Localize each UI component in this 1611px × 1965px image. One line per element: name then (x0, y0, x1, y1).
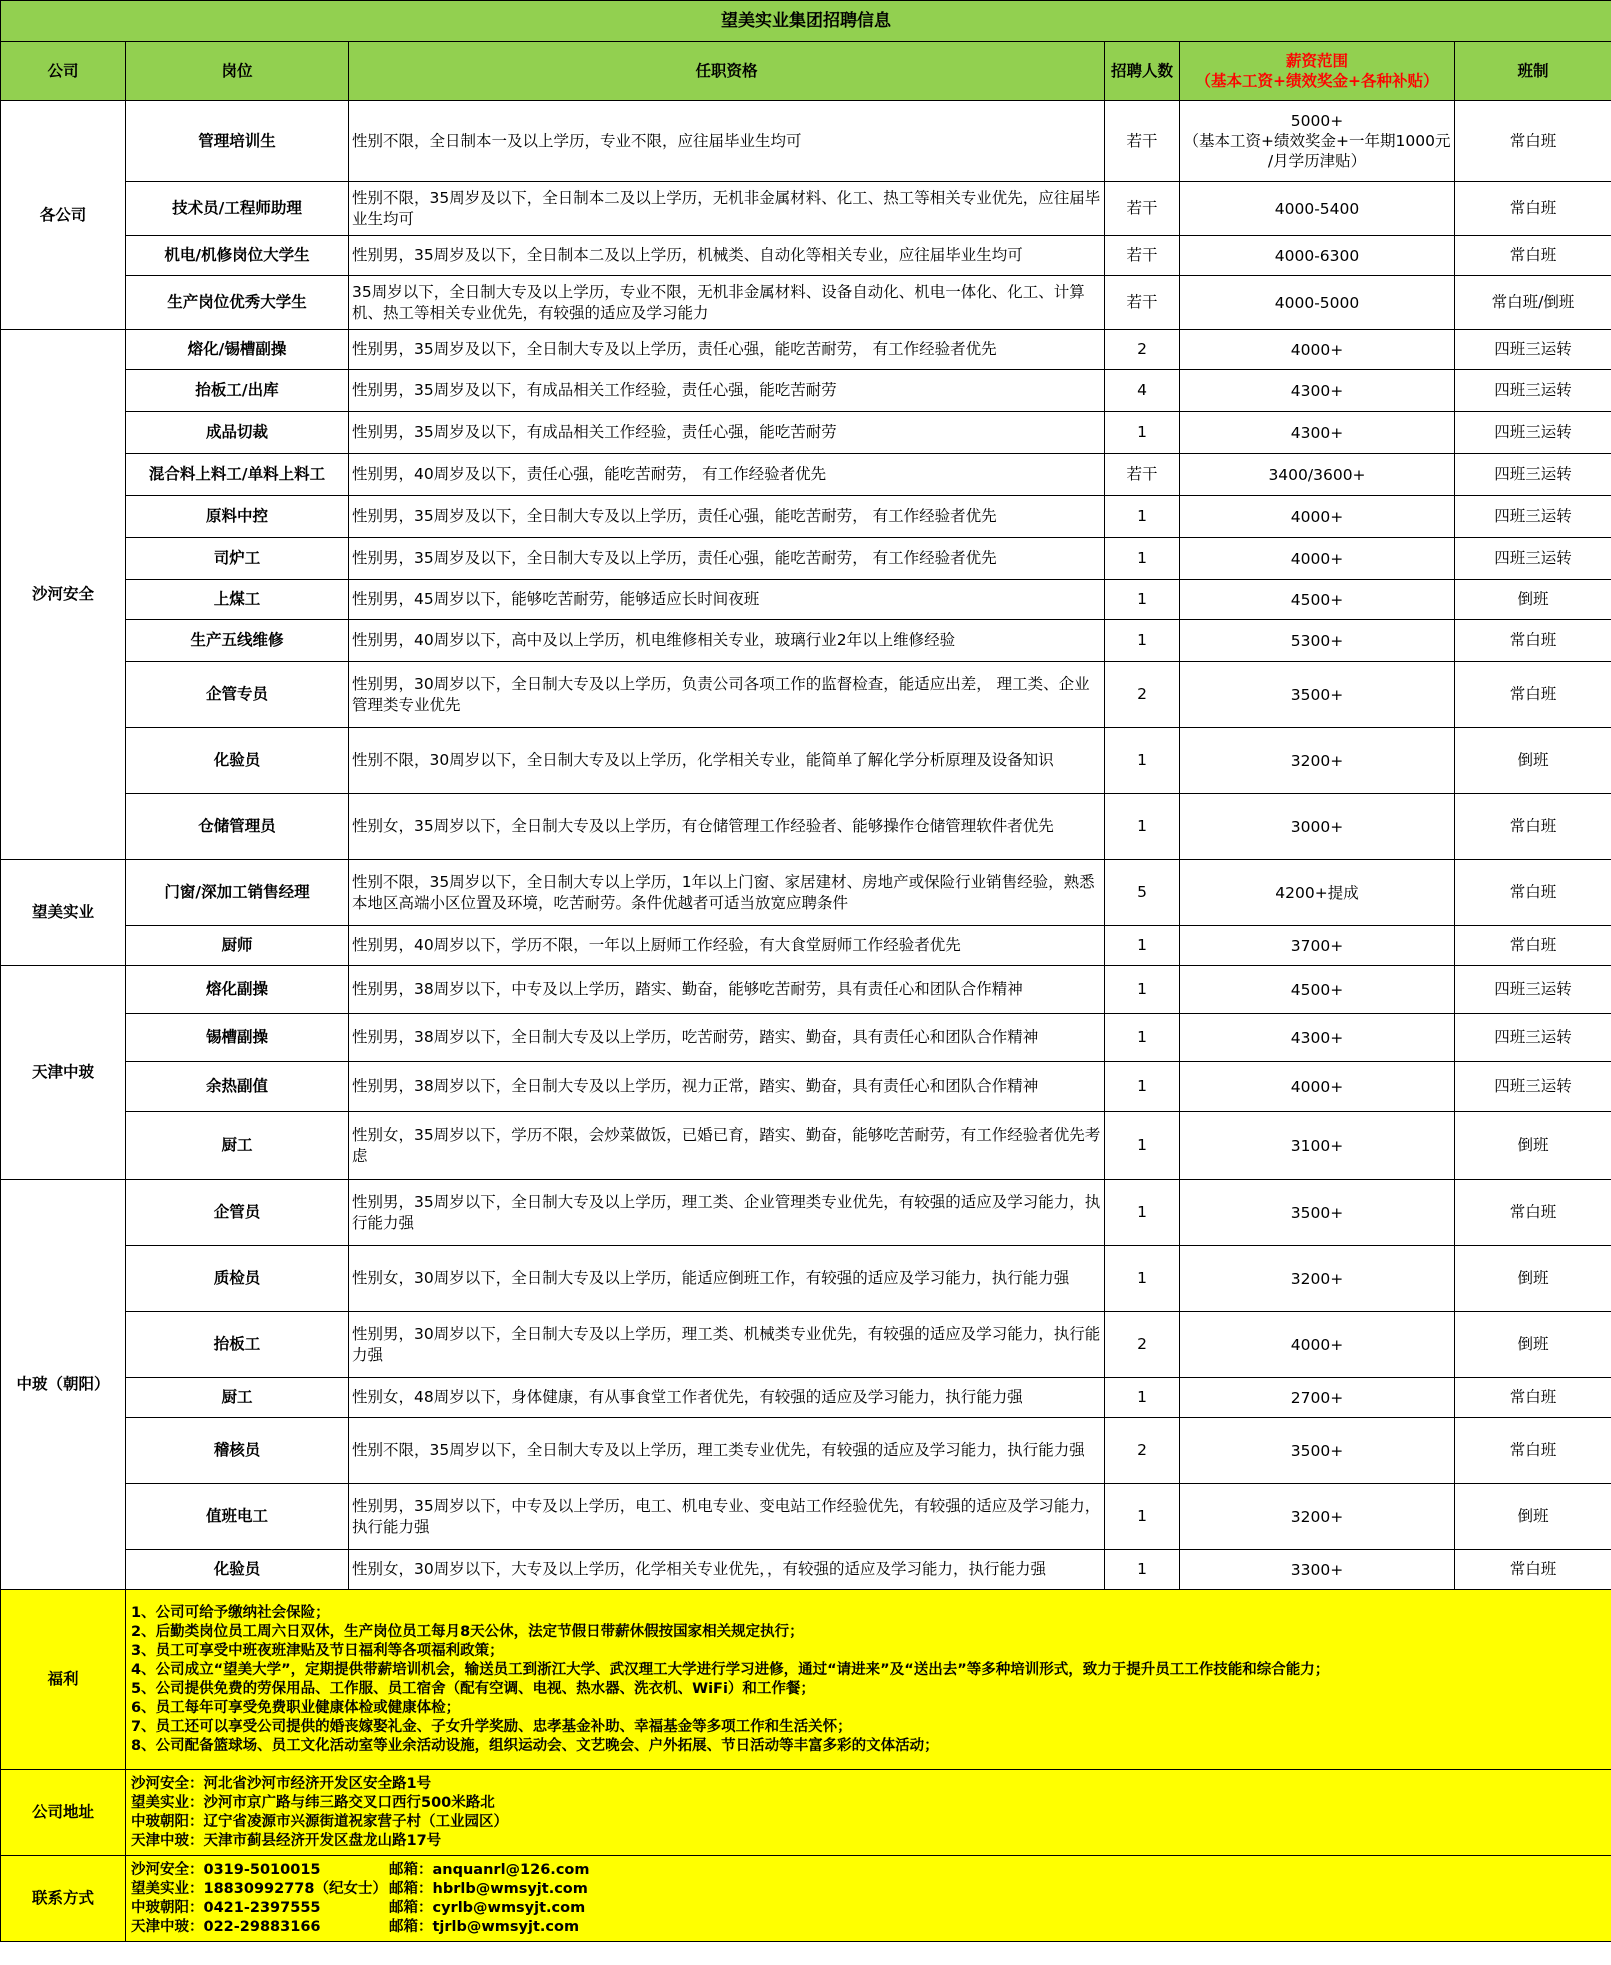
table-row (1, 276, 1611, 330)
table-row (1, 728, 1611, 794)
count-cell: 1 (1105, 1484, 1180, 1550)
salary-cell (1180, 662, 1455, 728)
salary-cell (1180, 1062, 1455, 1112)
requirements-cell: 性别女，30周岁以下，大专及以上学历，化学相关专业优先，，有较强的适应及学习能力，执行能力强 (349, 1550, 1105, 1590)
table-row (1, 236, 1611, 276)
title-row (1, 1, 1611, 42)
count-cell: 2 (1105, 662, 1180, 728)
position-cell: 余热副值 (126, 1062, 349, 1112)
shift-cell: 倒班 (1455, 1246, 1611, 1312)
salary-cell (1180, 330, 1455, 370)
header-salary (1180, 42, 1455, 101)
salary-line: 4000-6300 (1274, 246, 1360, 265)
shift-cell: 常白班 (1455, 662, 1611, 728)
shift-cell: 常白班 (1455, 101, 1611, 182)
count-cell: 1 (1105, 1246, 1180, 1312)
salary-line: 3300+ (1290, 1560, 1344, 1579)
benefit-item: 7、员工还可以享受公司提供的婚丧嫁娶礼金、子女升学奖励、忠孝基金补助、幸福基金等多项工作和生活关怀； (131, 1718, 852, 1735)
position-cell: 抬板工/出库 (126, 370, 349, 412)
shift-cell: 四班三运转 (1455, 1062, 1611, 1112)
salary-cell (1180, 538, 1455, 580)
requirements-cell: 性别不限，35周岁以下，全日制大专以上学历，1年以上门窗、家居建材、房地产或保险行业销售经验，熟悉本地区高端小区位置及环境，吃苦耐劳。条件优越者可适当放宽应聘条件 (349, 860, 1105, 926)
count-cell: 1 (1105, 1180, 1180, 1246)
count-cell: 1 (1105, 580, 1180, 620)
salary-cell (1180, 1112, 1455, 1180)
position-cell: 化验员 (126, 728, 349, 794)
salary-cell (1180, 276, 1455, 330)
salary-cell (1180, 236, 1455, 276)
salary-line: 4500+ (1290, 980, 1344, 999)
benefits-row-label: 福利 (1, 1590, 126, 1770)
requirements-cell: 性别男，45周岁以下，能够吃苦耐劳，能够适应长时间夜班 (349, 580, 1105, 620)
table-row (1, 1014, 1611, 1062)
table-row (1, 1312, 1611, 1378)
salary-line: 4000+ (1290, 340, 1344, 359)
table-row (1, 1246, 1611, 1312)
shift-cell: 倒班 (1455, 1312, 1611, 1378)
salary-cell (1180, 860, 1455, 926)
count-cell: 1 (1105, 538, 1180, 580)
shift-cell: 四班三运转 (1455, 538, 1611, 580)
salary-line: 3500+ (1290, 1203, 1344, 1222)
requirements-cell: 性别男，38周岁以下，中专及以上学历，踏实、勤奋，能够吃苦耐劳，具有责任心和团队合作精神 (349, 966, 1105, 1014)
requirements-cell: 性别不限，35周岁及以下，全日制本二及以上学历，无机非金属材料、化工、热工等相关专业优先，应往届毕业生均可 (349, 182, 1105, 236)
contact-row-content (126, 1856, 1611, 1942)
salary-cell (1180, 794, 1455, 860)
contact-item (131, 1918, 1608, 1937)
count-cell: 2 (1105, 330, 1180, 370)
salary-line: 4300+ (1290, 381, 1344, 400)
count-cell: 1 (1105, 966, 1180, 1014)
position-cell: 上煤工 (126, 580, 349, 620)
salary-cell (1180, 926, 1455, 966)
address-row-content (126, 1770, 1611, 1856)
salary-line: 4300+ (1290, 423, 1344, 442)
count-cell: 5 (1105, 860, 1180, 926)
contact-item (131, 1861, 1608, 1880)
table-row (1, 794, 1611, 860)
table-row (1, 496, 1611, 538)
salary-line: /月学历津贴） (1267, 152, 1367, 170)
salary-cell (1180, 1378, 1455, 1418)
salary-cell (1180, 101, 1455, 182)
company-cell: 沙河安全 (1, 330, 126, 860)
shift-cell: 常白班 (1455, 1180, 1611, 1246)
benefit-item: 8、公司配备篮球场、员工文化活动室等业余活动设施，组织运动会、文艺晚会、户外拓展、节日活动等丰富多彩的文体活动； (131, 1737, 939, 1754)
position-cell: 门窗/深加工销售经理 (126, 860, 349, 926)
salary-line: 4300+ (1290, 1028, 1344, 1047)
table-row (1, 330, 1611, 370)
shift-cell: 倒班 (1455, 1484, 1611, 1550)
requirements-cell: 性别男，38周岁以下，全日制大专及以上学历，吃苦耐劳，踏实、勤奋，具有责任心和团队合作精神 (349, 1014, 1105, 1062)
position-cell: 稽核员 (126, 1418, 349, 1484)
benefit-item: 2、后勤类岗位员工周六日双休，生产岗位员工每月8天公休，法定节假日带薪休假按国家相关规定执行； (131, 1623, 804, 1640)
position-cell: 司炉工 (126, 538, 349, 580)
count-cell: 1 (1105, 496, 1180, 538)
contact-row (1, 1856, 1611, 1942)
salary-line: 3100+ (1290, 1136, 1344, 1155)
count-cell: 4 (1105, 370, 1180, 412)
shift-cell: 四班三运转 (1455, 412, 1611, 454)
address-item: 天津中玻：天津市蓟县经济开发区盘龙山路17号 (131, 1832, 442, 1849)
shift-cell: 倒班 (1455, 580, 1611, 620)
salary-line: 4000-5400 (1274, 199, 1360, 218)
requirements-cell: 性别女，35周岁以下，学历不限，会炒菜做饭，已婚已育，踏实、勤奋，能够吃苦耐劳，有工作经验者优先考虑 (349, 1112, 1105, 1180)
salary-cell (1180, 454, 1455, 496)
table-row (1, 1062, 1611, 1112)
company-cell: 各公司 (1, 101, 126, 330)
shift-cell: 倒班 (1455, 728, 1611, 794)
table-row (1, 1180, 1611, 1246)
position-cell: 锡槽副操 (126, 1014, 349, 1062)
salary-line: 4000+ (1290, 507, 1344, 526)
count-cell: 2 (1105, 1312, 1180, 1378)
requirements-cell: 性别男，35周岁及以下，全日制大专及以上学历，责任心强，能吃苦耐劳， 有工作经验者优先 (349, 538, 1105, 580)
contact-phone: 沙河安全：0319-5010015 (131, 1861, 321, 1878)
benefit-item: 5、公司提供免费的劳保用品、工作服、员工宿舍（配有空调、电视、热水器、洗衣机、WiFi）和工作餐； (131, 1680, 815, 1697)
count-cell: 若干 (1105, 236, 1180, 276)
salary-cell (1180, 1014, 1455, 1062)
requirements-cell: 性别男，38周岁以下，全日制大专及以上学历，视力正常，踏实、勤奋，具有责任心和团队合作精神 (349, 1062, 1105, 1112)
benefit-item: 6、员工每年可享受免费职业健康体检或健康体检； (131, 1699, 461, 1716)
count-cell: 1 (1105, 1062, 1180, 1112)
count-cell: 1 (1105, 620, 1180, 662)
salary-line: 3400/3600+ (1268, 465, 1366, 484)
salary-cell (1180, 412, 1455, 454)
contact-phone: 中玻朝阳：0421-2397555 (131, 1899, 321, 1916)
requirements-cell: 性别男，35周岁及以下，全日制本二及以上学历，机械类、自动化等相关专业，应往届毕业生均可 (349, 236, 1105, 276)
salary-cell (1180, 1180, 1455, 1246)
salary-line: 4000+ (1290, 1077, 1344, 1096)
position-cell: 企管员 (126, 1180, 349, 1246)
sheet-title: 望美实业集团招聘信息 (1, 1, 1611, 42)
position-cell: 仓储管理员 (126, 794, 349, 860)
count-cell: 1 (1105, 728, 1180, 794)
benefit-item: 3、员工可享受中班夜班津贴及节日福利等各项福利政策； (131, 1642, 504, 1659)
benefits-row (1, 1590, 1611, 1770)
shift-cell: 常白班 (1455, 926, 1611, 966)
header-count: 招聘人数 (1105, 42, 1180, 101)
benefit-item: 4、公司成立“望美大学”，定期提供带薪培训机会，输送员工到浙江大学、武汉理工大学进行学习进修，通过“请进来”及“送出去”等多种培训形式，致力于提升员工工作技能和综合能力； (131, 1661, 1330, 1678)
salary-line: 3500+ (1290, 1441, 1344, 1460)
count-cell: 2 (1105, 1418, 1180, 1484)
position-cell: 值班电工 (126, 1484, 349, 1550)
header-requirements: 任职资格 (349, 42, 1105, 101)
table-row (1, 662, 1611, 728)
contact-email[interactable]: 邮箱：hbrlb@wmsyjt.com (389, 1880, 588, 1897)
position-cell: 混合料上料工/单料上料工 (126, 454, 349, 496)
shift-cell: 四班三运转 (1455, 496, 1611, 538)
count-cell: 若干 (1105, 454, 1180, 496)
contact-phone: 天津中玻：022-29883166 (131, 1918, 321, 1935)
shift-cell: 四班三运转 (1455, 454, 1611, 496)
shift-cell: 常白班 (1455, 182, 1611, 236)
salary-line: 5300+ (1290, 631, 1344, 650)
count-cell: 若干 (1105, 101, 1180, 182)
salary-cell (1180, 1550, 1455, 1590)
shift-cell: 常白班/倒班 (1455, 276, 1611, 330)
position-cell: 厨师 (126, 926, 349, 966)
table-row (1, 1378, 1611, 1418)
address-item: 望美实业：沙河市京广路与纬三路交叉口西行500米路北 (131, 1794, 495, 1811)
salary-line: 4000-5000 (1274, 293, 1360, 312)
salary-cell (1180, 182, 1455, 236)
position-cell: 熔化副操 (126, 966, 349, 1014)
requirements-cell: 性别男，35周岁及以下，全日制大专及以上学历，责任心强，能吃苦耐劳， 有工作经验者优先 (349, 496, 1105, 538)
requirements-cell: 性别男，30周岁以下，全日制大专及以上学历，负责公司各项工作的监督检查，能适应出差， 理工类、企业管理类专业优先 (349, 662, 1105, 728)
salary-cell (1180, 1312, 1455, 1378)
table-row (1, 1484, 1611, 1550)
salary-line: 4000+ (1290, 1335, 1344, 1354)
count-cell: 1 (1105, 1378, 1180, 1418)
header-position: 岗位 (126, 42, 349, 101)
requirements-cell: 性别男，35周岁及以下，全日制大专及以上学历，责任心强，能吃苦耐劳， 有工作经验者优先 (349, 330, 1105, 370)
shift-cell: 常白班 (1455, 860, 1611, 926)
requirements-cell: 性别女，30周岁以下，全日制大专及以上学历，能适应倒班工作，有较强的适应及学习能力，执行能力强 (349, 1246, 1105, 1312)
table-row (1, 101, 1611, 182)
requirements-cell: 性别女，48周岁以下，身体健康，有从事食堂工作者优先，有较强的适应及学习能力，执行能力强 (349, 1378, 1105, 1418)
salary-line: （基本工资+绩效奖金+一年期1000元 (1183, 132, 1451, 150)
table-row (1, 1112, 1611, 1180)
table-row (1, 182, 1611, 236)
header-row (1, 42, 1611, 101)
table-row (1, 538, 1611, 580)
salary-cell (1180, 370, 1455, 412)
salary-line: 3500+ (1290, 685, 1344, 704)
count-cell: 若干 (1105, 276, 1180, 330)
shift-cell: 四班三运转 (1455, 330, 1611, 370)
salary-line: 3000+ (1290, 817, 1344, 836)
count-cell: 1 (1105, 1112, 1180, 1180)
contact-email[interactable]: 邮箱：cyrlb@wmsyjt.com (389, 1899, 586, 1916)
count-cell: 若干 (1105, 182, 1180, 236)
header-salary-line2: （基本工资+绩效奖金+各种补贴） (1195, 72, 1439, 90)
position-cell: 抬板工 (126, 1312, 349, 1378)
count-cell: 1 (1105, 412, 1180, 454)
count-cell: 1 (1105, 926, 1180, 966)
requirements-cell: 性别不限，全日制本一及以上学历，专业不限，应往届毕业生均可 (349, 101, 1105, 182)
position-cell: 原料中控 (126, 496, 349, 538)
position-cell: 厨工 (126, 1378, 349, 1418)
requirements-cell: 性别不限，30周岁以下，全日制大专及以上学历，化学相关专业，能简单了解化学分析原理及设备知识 (349, 728, 1105, 794)
table-row (1, 860, 1611, 926)
position-cell: 管理培训生 (126, 101, 349, 182)
contact-phone: 望美实业：18830992778（纪女士） (131, 1880, 387, 1897)
shift-cell: 四班三运转 (1455, 966, 1611, 1014)
requirements-cell: 性别男，35周岁及以下，有成品相关工作经验，责任心强，能吃苦耐劳 (349, 412, 1105, 454)
company-cell: 望美实业 (1, 860, 126, 966)
position-cell: 企管专员 (126, 662, 349, 728)
position-cell: 质检员 (126, 1246, 349, 1312)
requirements-cell: 性别不限，35周岁以下，全日制大专及以上学历，理工类专业优先，有较强的适应及学习能力，执行能力强 (349, 1418, 1105, 1484)
salary-line: 3200+ (1290, 1269, 1344, 1288)
table-row (1, 454, 1611, 496)
benefits-row-content (126, 1590, 1611, 1770)
salary-line: 2700+ (1290, 1388, 1344, 1407)
salary-cell (1180, 1246, 1455, 1312)
address-row (1, 1770, 1611, 1856)
salary-cell (1180, 496, 1455, 538)
position-cell: 生产五线维修 (126, 620, 349, 662)
requirements-cell: 性别男，35周岁以下，中专及以上学历，电工、机电专业、变电站工作经验优先，有较强的适应及学习能力，执行能力强 (349, 1484, 1105, 1550)
position-cell: 生产岗位优秀大学生 (126, 276, 349, 330)
header-shift: 班制 (1455, 42, 1611, 101)
salary-cell (1180, 1484, 1455, 1550)
salary-cell (1180, 1418, 1455, 1484)
position-cell: 技术员/工程师助理 (126, 182, 349, 236)
contact-email[interactable]: 邮箱：tjrlb@wmsyjt.com (389, 1918, 580, 1935)
address-item: 沙河安全：河北省沙河市经济开发区安全路1号 (131, 1775, 432, 1792)
company-cell: 中玻（朝阳） (1, 1180, 126, 1590)
requirements-cell: 性别男，35周岁以下，全日制大专及以上学历，理工类、企业管理类专业优先，有较强的适应及学习能力，执行能力强 (349, 1180, 1105, 1246)
salary-cell (1180, 966, 1455, 1014)
salary-line: 3200+ (1290, 1507, 1344, 1526)
table-row (1, 1550, 1611, 1590)
salary-line: 4000+ (1290, 549, 1344, 568)
table-row (1, 370, 1611, 412)
shift-cell: 四班三运转 (1455, 370, 1611, 412)
requirements-cell: 性别男，30周岁以下，全日制大专及以上学历，理工类、机械类专业优先，有较强的适应及学习能力，执行能力强 (349, 1312, 1105, 1378)
salary-line: 4200+提成 (1275, 883, 1359, 902)
salary-line: 5000+ (1290, 112, 1344, 130)
salary-line: 4500+ (1290, 590, 1344, 609)
header-company: 公司 (1, 42, 126, 101)
table-row (1, 1418, 1611, 1484)
shift-cell: 四班三运转 (1455, 1014, 1611, 1062)
table-row (1, 580, 1611, 620)
company-cell: 天津中玻 (1, 966, 126, 1180)
count-cell: 1 (1105, 794, 1180, 860)
shift-cell: 常白班 (1455, 1550, 1611, 1590)
position-cell: 熔化/锡槽副操 (126, 330, 349, 370)
requirements-cell: 35周岁以下，全日制大专及以上学历，专业不限，无机非金属材料、设备自动化、机电一体化、化工、计算机、热工等相关专业优先，有较强的适应及学习能力 (349, 276, 1105, 330)
shift-cell: 常白班 (1455, 236, 1611, 276)
table-row (1, 412, 1611, 454)
salary-cell (1180, 728, 1455, 794)
salary-line: 3200+ (1290, 751, 1344, 770)
table-row (1, 620, 1611, 662)
requirements-cell: 性别男，35周岁及以下，有成品相关工作经验，责任心强，能吃苦耐劳 (349, 370, 1105, 412)
salary-line: 3700+ (1290, 936, 1344, 955)
position-cell: 成品切裁 (126, 412, 349, 454)
contact-email[interactable]: 邮箱：anquanrl@126.com (389, 1861, 590, 1878)
position-cell: 机电/机修岗位大学生 (126, 236, 349, 276)
requirements-cell: 性别男，40周岁及以下，责任心强，能吃苦耐劳， 有工作经验者优先 (349, 454, 1105, 496)
shift-cell: 常白班 (1455, 620, 1611, 662)
benefit-item: 1、公司可给予缴纳社会保险； (131, 1604, 330, 1621)
requirements-cell: 性别男，40周岁以下，高中及以上学历，机电维修相关专业，玻璃行业2年以上维修经验 (349, 620, 1105, 662)
shift-cell: 常白班 (1455, 1378, 1611, 1418)
position-cell: 厨工 (126, 1112, 349, 1180)
header-salary-line1: 薪资范围 (1285, 52, 1348, 70)
contact-item (131, 1899, 1608, 1918)
position-cell: 化验员 (126, 1550, 349, 1590)
shift-cell: 倒班 (1455, 1112, 1611, 1180)
contact-row-label: 联系方式 (1, 1856, 126, 1942)
count-cell: 1 (1105, 1014, 1180, 1062)
salary-cell (1180, 580, 1455, 620)
requirements-cell: 性别女，35周岁以下，全日制大专及以上学历，有仓储管理工作经验者、能够操作仓储管理软件者优先 (349, 794, 1105, 860)
address-item: 中玻朝阳：辽宁省凌源市兴源街道祝家营子村（工业园区） (131, 1813, 508, 1830)
address-row-label: 公司地址 (1, 1770, 126, 1856)
salary-cell (1180, 620, 1455, 662)
count-cell: 1 (1105, 1550, 1180, 1590)
shift-cell: 常白班 (1455, 794, 1611, 860)
contact-item (131, 1880, 1608, 1899)
table-row (1, 926, 1611, 966)
requirements-cell: 性别男，40周岁以下，学历不限，一年以上厨师工作经验，有大食堂厨师工作经验者优先 (349, 926, 1105, 966)
shift-cell: 常白班 (1455, 1418, 1611, 1484)
table-row (1, 966, 1611, 1014)
